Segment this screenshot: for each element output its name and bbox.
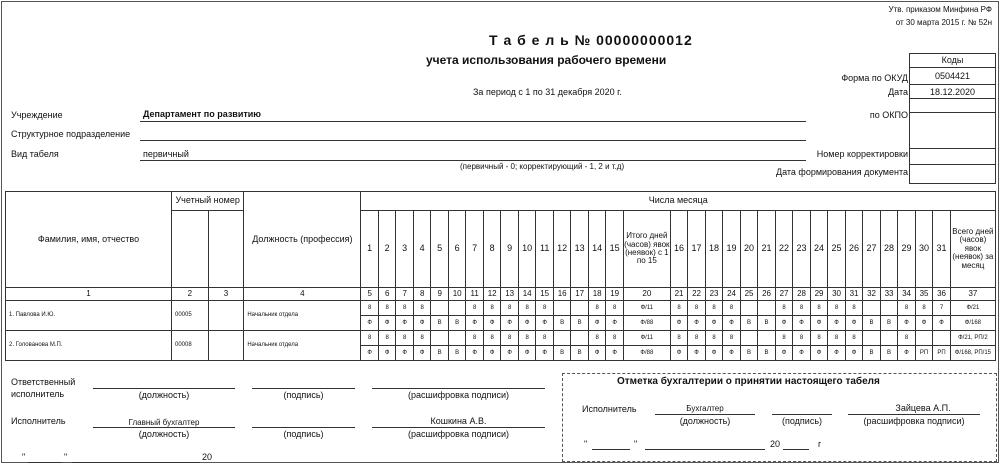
mark-cell: Ф bbox=[466, 316, 484, 331]
hours-cell: 8 bbox=[793, 331, 811, 346]
hours-cell: 7 bbox=[933, 301, 951, 316]
hours-cell bbox=[880, 301, 898, 316]
mark-cell: В bbox=[448, 346, 466, 361]
header-day-11: 11 bbox=[536, 211, 554, 288]
column-number-7: 7 bbox=[396, 288, 414, 301]
mark-cell: Ф bbox=[518, 346, 536, 361]
header-day-24: 24 bbox=[810, 211, 828, 288]
column-number-20: 20 bbox=[623, 288, 670, 301]
accounting-date-quote-open: " bbox=[584, 439, 588, 449]
mark-cell: Ф bbox=[536, 316, 554, 331]
hours-cell: 8 bbox=[378, 331, 396, 346]
employee-extra-code bbox=[208, 331, 244, 361]
document-title: Т а б е л ь № 00000000012 bbox=[489, 32, 693, 48]
hours-cell bbox=[933, 331, 951, 346]
institution-value: Департамент по развитию bbox=[143, 109, 261, 119]
executor-label: Исполнитель bbox=[11, 416, 66, 426]
column-number-14: 14 bbox=[518, 288, 536, 301]
hours-cell: 8 bbox=[775, 331, 793, 346]
division-label: Структурное подразделение bbox=[11, 129, 131, 139]
okud-value: 0504421 bbox=[934, 71, 971, 81]
hours-cell bbox=[758, 301, 776, 316]
hours-cell: 8 bbox=[588, 301, 606, 316]
approval-line-1: Утв. приказом Минфина РФ bbox=[888, 5, 992, 14]
header-day-30: 30 bbox=[915, 211, 933, 288]
column-number-11: 11 bbox=[466, 288, 484, 301]
hours-cell: 8 bbox=[810, 301, 828, 316]
date-quote-open: " bbox=[22, 452, 26, 462]
type-hint: (первичный - 0; корректирующий - 1, 2 и т.д) bbox=[460, 162, 625, 171]
hours-cell: 8 bbox=[588, 331, 606, 346]
header-day-7: 7 bbox=[466, 211, 484, 288]
hours-cell: 8 bbox=[723, 301, 741, 316]
header-day-10: 10 bbox=[518, 211, 536, 288]
mark-cell: Ф bbox=[606, 346, 624, 361]
date-quote-close: " bbox=[64, 452, 68, 462]
accounting-position-hint: (должность) bbox=[679, 416, 731, 426]
column-number-1: 1 bbox=[6, 288, 172, 301]
accounting-date-quote-close: " bbox=[634, 439, 638, 449]
header-day-27: 27 bbox=[863, 211, 881, 288]
hours-cell: 8 bbox=[775, 301, 793, 316]
total-first-half-marks: Ф/88 bbox=[623, 346, 670, 361]
total-first-half-hours: Ф/11 bbox=[623, 331, 670, 346]
header-day-6: 6 bbox=[448, 211, 466, 288]
header-day-25: 25 bbox=[828, 211, 846, 288]
table-row bbox=[6, 331, 996, 346]
mark-cell: Ф bbox=[518, 316, 536, 331]
hours-cell: 8 bbox=[723, 331, 741, 346]
column-number-36: 36 bbox=[933, 288, 951, 301]
column-number-22: 22 bbox=[688, 288, 706, 301]
hours-cell bbox=[431, 301, 449, 316]
mark-cell: В bbox=[880, 316, 898, 331]
hours-cell: 8 bbox=[705, 301, 723, 316]
hours-cell: 8 bbox=[898, 331, 916, 346]
mark-cell: Ф bbox=[670, 346, 688, 361]
header-day-28: 28 bbox=[880, 211, 898, 288]
hours-cell: 8 bbox=[483, 331, 501, 346]
column-number-34: 34 bbox=[898, 288, 916, 301]
header-day-5: 5 bbox=[431, 211, 449, 288]
hours-cell: 8 bbox=[793, 301, 811, 316]
mark-cell: Ф bbox=[688, 316, 706, 331]
employee-name: 2. Голованова М.П. bbox=[6, 331, 172, 361]
hours-cell bbox=[571, 301, 589, 316]
mark-cell: Ф bbox=[775, 316, 793, 331]
header-days-of-month: Числа месяца bbox=[361, 192, 996, 211]
accounting-date-year-suffix: г bbox=[818, 439, 822, 449]
hours-cell: 8 bbox=[518, 331, 536, 346]
mark-cell: Ф bbox=[723, 346, 741, 361]
mark-cell: Ф bbox=[361, 316, 379, 331]
mark-cell: Ф bbox=[933, 316, 951, 331]
hours-cell: 8 bbox=[361, 331, 379, 346]
total-month-marks: Ф/168 bbox=[950, 316, 995, 331]
header-day-17: 17 bbox=[688, 211, 706, 288]
header-name: Фамилия, имя, отчество bbox=[6, 192, 172, 288]
employee-extra-code bbox=[208, 301, 244, 331]
hours-cell: 8 bbox=[466, 301, 484, 316]
header-day-29: 29 bbox=[898, 211, 916, 288]
total-first-half-hours: Ф/11 bbox=[623, 301, 670, 316]
column-number-18: 18 bbox=[588, 288, 606, 301]
mark-cell: РП bbox=[933, 346, 951, 361]
total-month-marks: Ф/168, РП/15 bbox=[950, 346, 995, 361]
hours-cell: 8 bbox=[915, 301, 933, 316]
mark-cell: В bbox=[863, 316, 881, 331]
column-number-19: 19 bbox=[606, 288, 624, 301]
hours-cell: 8 bbox=[413, 301, 431, 316]
mark-cell: Ф bbox=[378, 346, 396, 361]
mark-cell: В bbox=[880, 346, 898, 361]
hours-cell: 8 bbox=[396, 301, 414, 316]
employee-name: 1. Павлова И.Ю. bbox=[6, 301, 172, 331]
hours-cell bbox=[553, 301, 571, 316]
header-account-number: Учетный номер bbox=[172, 192, 244, 211]
header-day-23: 23 bbox=[793, 211, 811, 288]
header-total-month: Всего дней (часов) явок (неявок) за месяц bbox=[950, 211, 995, 288]
table-row bbox=[6, 301, 996, 316]
mark-cell: Ф bbox=[810, 346, 828, 361]
date-year: 20 bbox=[202, 452, 213, 462]
header-day-20: 20 bbox=[740, 211, 758, 288]
column-number-16: 16 bbox=[553, 288, 571, 301]
mark-cell: Ф bbox=[396, 346, 414, 361]
column-number-30: 30 bbox=[828, 288, 846, 301]
accounting-decode-hint: (расшифровка подписи) bbox=[863, 416, 965, 426]
hours-cell: 8 bbox=[705, 331, 723, 346]
mark-cell: Ф bbox=[413, 316, 431, 331]
header-day-18: 18 bbox=[705, 211, 723, 288]
hours-cell: 8 bbox=[518, 301, 536, 316]
column-number-9: 9 bbox=[431, 288, 449, 301]
hours-cell: 8 bbox=[536, 301, 554, 316]
header-day-22: 22 bbox=[775, 211, 793, 288]
document-subtitle: учета использования рабочего времени bbox=[426, 53, 667, 67]
mark-cell: Ф bbox=[688, 346, 706, 361]
hours-cell: 8 bbox=[501, 301, 519, 316]
mark-cell: Ф bbox=[915, 316, 933, 331]
column-number-23: 23 bbox=[705, 288, 723, 301]
date-label: Дата bbox=[888, 87, 908, 97]
hours-cell: 8 bbox=[688, 301, 706, 316]
header-day-31: 31 bbox=[933, 211, 951, 288]
employee-position: Начальник отдела bbox=[244, 301, 361, 331]
column-number-21: 21 bbox=[670, 288, 688, 301]
header-account-sub-2 bbox=[208, 211, 244, 288]
header-day-8: 8 bbox=[483, 211, 501, 288]
column-number-32: 32 bbox=[863, 288, 881, 301]
hours-cell: 8 bbox=[466, 331, 484, 346]
mark-cell: В bbox=[740, 346, 758, 361]
mark-cell: Ф bbox=[670, 316, 688, 331]
hours-cell bbox=[863, 301, 881, 316]
column-number-28: 28 bbox=[793, 288, 811, 301]
responsible-position-hint: (должность) bbox=[138, 390, 190, 400]
executor-name: Кошкина А.В. bbox=[430, 416, 487, 426]
approval-line-2: от 30 марта 2015 г. № 52н bbox=[895, 18, 992, 27]
header-day-2: 2 bbox=[378, 211, 396, 288]
column-number-2: 2 bbox=[172, 288, 209, 301]
mark-cell: Ф bbox=[898, 346, 916, 361]
header-day-19: 19 bbox=[723, 211, 741, 288]
header-position: Должность (профессия) bbox=[244, 192, 361, 288]
mark-cell: В bbox=[571, 346, 589, 361]
accounting-date-year: 20 bbox=[770, 439, 781, 449]
column-number-15: 15 bbox=[536, 288, 554, 301]
accounting-executor-label: Исполнитель bbox=[582, 404, 637, 414]
responsible-decode-hint: (расшифровка подписи) bbox=[408, 390, 509, 400]
header-total-first-half: Итого дней (часов) явок (неявок) с 1 по 15 bbox=[623, 211, 670, 288]
hours-cell: 8 bbox=[828, 331, 846, 346]
mark-cell: Ф bbox=[606, 316, 624, 331]
mark-cell: Ф bbox=[793, 316, 811, 331]
header-day-12: 12 bbox=[553, 211, 571, 288]
header-day-21: 21 bbox=[758, 211, 776, 288]
total-month-days: Ф/21 bbox=[950, 301, 995, 316]
hours-cell: 8 bbox=[828, 301, 846, 316]
column-number-29: 29 bbox=[810, 288, 828, 301]
hours-cell: 8 bbox=[501, 331, 519, 346]
header-day-9: 9 bbox=[501, 211, 519, 288]
mark-cell: Ф bbox=[775, 346, 793, 361]
accounting-signature-hint: (подпись) bbox=[781, 416, 823, 426]
column-number-37: 37 bbox=[950, 288, 995, 301]
mark-cell: В bbox=[571, 316, 589, 331]
header-day-3: 3 bbox=[396, 211, 414, 288]
institution-label: Учреждение bbox=[11, 110, 63, 120]
period-text: За период с 1 по 31 декабря 2020 г. bbox=[473, 87, 622, 97]
type-label: Вид табеля bbox=[11, 149, 59, 159]
mark-cell: Ф bbox=[588, 316, 606, 331]
column-number-4: 4 bbox=[244, 288, 361, 301]
column-number-6: 6 bbox=[378, 288, 396, 301]
mark-cell: Ф bbox=[828, 316, 846, 331]
okpo-label: по ОКПО bbox=[869, 110, 908, 120]
hours-cell: 8 bbox=[483, 301, 501, 316]
type-value: первичный bbox=[143, 149, 189, 159]
mark-cell: В bbox=[758, 346, 776, 361]
header-day-14: 14 bbox=[588, 211, 606, 288]
column-number-31: 31 bbox=[845, 288, 863, 301]
mark-cell: Ф bbox=[845, 316, 863, 331]
hours-cell: 8 bbox=[536, 331, 554, 346]
mark-cell: Ф bbox=[378, 316, 396, 331]
mark-cell: Ф bbox=[483, 346, 501, 361]
executor-decode-hint: (расшифровка подписи) bbox=[408, 429, 509, 439]
mark-cell: В bbox=[553, 346, 571, 361]
header-day-15: 15 bbox=[606, 211, 624, 288]
hours-cell: 8 bbox=[898, 301, 916, 316]
column-number-25: 25 bbox=[740, 288, 758, 301]
mark-cell: Ф bbox=[705, 346, 723, 361]
hours-cell bbox=[448, 331, 466, 346]
mark-cell: Ф bbox=[723, 316, 741, 331]
mark-cell: Ф bbox=[705, 316, 723, 331]
mark-cell: Ф bbox=[793, 346, 811, 361]
mark-cell: Ф bbox=[501, 346, 519, 361]
date-value: 18.12.2020 bbox=[929, 87, 976, 97]
hours-cell: 8 bbox=[845, 331, 863, 346]
executor-signature-hint: (подпись) bbox=[283, 429, 324, 439]
hours-cell: 8 bbox=[810, 331, 828, 346]
column-number-5: 5 bbox=[361, 288, 379, 301]
hours-cell bbox=[740, 331, 758, 346]
mark-cell: В bbox=[553, 316, 571, 331]
mark-cell: В bbox=[448, 316, 466, 331]
mark-cell: Ф bbox=[361, 346, 379, 361]
employee-account-number: 00008 bbox=[172, 331, 209, 361]
column-number-35: 35 bbox=[915, 288, 933, 301]
header-account-sub-1 bbox=[172, 211, 209, 288]
hours-cell: 8 bbox=[378, 301, 396, 316]
header-day-16: 16 bbox=[670, 211, 688, 288]
hours-cell bbox=[571, 331, 589, 346]
hours-cell bbox=[740, 301, 758, 316]
mark-cell: Ф bbox=[536, 346, 554, 361]
responsible-signature-hint: (подпись) bbox=[283, 390, 324, 400]
column-number-10: 10 bbox=[448, 288, 466, 301]
hours-cell: 8 bbox=[688, 331, 706, 346]
column-number-24: 24 bbox=[723, 288, 741, 301]
employee-position: Начальник отдела bbox=[244, 331, 361, 361]
hours-cell bbox=[880, 331, 898, 346]
hours-cell: 8 bbox=[606, 301, 624, 316]
mark-cell: Ф bbox=[501, 316, 519, 331]
hours-cell bbox=[758, 331, 776, 346]
employee-account-number: 00005 bbox=[172, 301, 209, 331]
executor-position-hint: (должность) bbox=[138, 429, 190, 439]
column-number-17: 17 bbox=[571, 288, 589, 301]
accounting-mark-title: Отметка бухгалтерии о принятии настоящего табеля bbox=[617, 376, 880, 387]
formation-date-label: Дата формирования документа bbox=[775, 167, 908, 177]
hours-cell: 8 bbox=[845, 301, 863, 316]
column-number-8: 8 bbox=[413, 288, 431, 301]
timesheet-table bbox=[5, 191, 996, 361]
mark-cell: Ф bbox=[483, 316, 501, 331]
mark-cell: Ф bbox=[898, 316, 916, 331]
mark-cell: В bbox=[758, 316, 776, 331]
column-number-3: 3 bbox=[208, 288, 244, 301]
mark-cell: В bbox=[431, 346, 449, 361]
okud-label: Форма по ОКУД bbox=[841, 73, 908, 83]
column-number-27: 27 bbox=[775, 288, 793, 301]
responsible-label-1: Ответственный bbox=[11, 377, 76, 387]
hours-cell: 8 bbox=[670, 301, 688, 316]
header-day-1: 1 bbox=[361, 211, 379, 288]
hours-cell bbox=[553, 331, 571, 346]
hours-cell bbox=[448, 301, 466, 316]
hours-cell: 8 bbox=[670, 331, 688, 346]
mark-cell: Ф bbox=[413, 346, 431, 361]
accounting-executor-position: Бухгалтер bbox=[686, 404, 724, 413]
mark-cell: В bbox=[740, 316, 758, 331]
total-month-days: Ф/21, РП/2 bbox=[950, 331, 995, 346]
responsible-label-2: исполнитель bbox=[11, 389, 65, 399]
executor-position: Главный бухгалтер bbox=[128, 418, 200, 427]
hours-cell bbox=[863, 331, 881, 346]
mark-cell: РП bbox=[915, 346, 933, 361]
column-number-33: 33 bbox=[880, 288, 898, 301]
mark-cell: Ф bbox=[396, 316, 414, 331]
mark-cell: В bbox=[863, 346, 881, 361]
hours-cell: 8 bbox=[396, 331, 414, 346]
correction-label: Номер корректировки bbox=[816, 149, 908, 159]
column-number-12: 12 bbox=[483, 288, 501, 301]
hours-cell: 8 bbox=[361, 301, 379, 316]
header-day-4: 4 bbox=[413, 211, 431, 288]
mark-cell: В bbox=[431, 316, 449, 331]
hours-cell bbox=[431, 331, 449, 346]
hours-cell: 8 bbox=[413, 331, 431, 346]
column-number-13: 13 bbox=[501, 288, 519, 301]
header-day-13: 13 bbox=[571, 211, 589, 288]
mark-cell: Ф bbox=[810, 316, 828, 331]
hours-cell: 8 bbox=[606, 331, 624, 346]
mark-cell: Ф bbox=[588, 346, 606, 361]
column-number-26: 26 bbox=[758, 288, 776, 301]
total-first-half-marks: Ф/88 bbox=[623, 316, 670, 331]
codes-header: Коды bbox=[941, 55, 964, 65]
mark-cell: Ф bbox=[828, 346, 846, 361]
hours-cell bbox=[915, 331, 933, 346]
header-day-26: 26 bbox=[845, 211, 863, 288]
accounting-executor-name: Зайцева А.П. bbox=[895, 403, 951, 413]
mark-cell: Ф bbox=[466, 346, 484, 361]
mark-cell: Ф bbox=[845, 346, 863, 361]
